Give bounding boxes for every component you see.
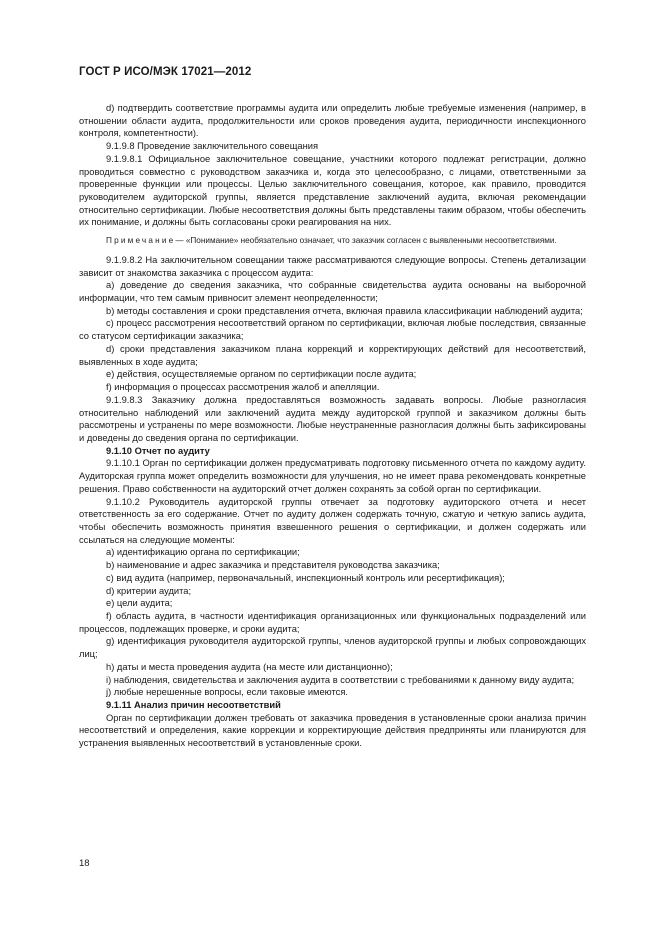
list-item: e) действия, осуществляемые органом по сертификации после аудита; [106, 369, 417, 380]
list-item: d) сроки представления заказчиком плана коррекций и корректирующих действий для несоответствий, выявленных в ходе аудита; [79, 343, 586, 367]
list-item: f) область аудита, в частности идентификация организационных или функциональных подразделений или процессов, подлежащих проверке, и сроки аудита; [79, 611, 586, 634]
list-item: а) доведение до сведения заказчика, что собранные свидетельства аудита основаны на выборочной информации, что тем самым привносит элемент неопределенности; [79, 280, 586, 304]
document-body [79, 102, 586, 750]
list-item: b) методы составления и сроки представления отчета, включая правила классификации наблюдений аудита; [106, 305, 583, 316]
paragraph: 9.1.9.8.1 Официальное заключительное совещание, участники которого подлежат регистрации, должно проводиться совместно с руководством заказчика и, когда это целесообразно, с лицами, ответственными за проверенные функции или процессы. Целью заключительного совещания, которое, как правило, проводится руководителем аудиторской группы, является представление заключений аудита, включая рекомендации относительно сертификации. Любые несоответствия должны быть представлены таким образом, чтобы обеспечить их понимание, и должны быть согласованы сроки реагирования на них. [79, 153, 586, 228]
list-item: c) процесс рассмотрения несоответствий органом по сертификации, включая любые последствия, связанные со статусом сертификации заказчика; [79, 318, 586, 342]
note-label: Примечание [106, 236, 176, 246]
page-number: 18 [79, 858, 90, 869]
paragraph: 9.1.9.8.3 Заказчику должна предоставляться возможность задавать вопросы. Любые разногласия относительно наблюдений или заключений аудита между аудиторской группой и заказчиком должны быть рассмотрены и устранены по мере возможности. Любые неустраненные разногласия должны быть зафиксированы и доведены до сведения органа по сертификации. [79, 394, 586, 443]
list-item: h) даты и места проведения аудита (на месте или дистанционно); [106, 661, 393, 672]
section-heading: 9.1.11 Анализ причин несоответствий [106, 700, 281, 711]
list-item: f) информация о процессах рассмотрения жалоб и апелляции. [106, 382, 380, 393]
note-text: — «Понимание» необязательно означает, что заказчик согласен с выявленными несоответствиями. [175, 236, 557, 246]
section-heading: 9.1.10 Отчет по аудиту [106, 445, 210, 456]
section-heading: 9.1.9.8 Проведение заключительного совещания [106, 141, 319, 152]
list-item: i) наблюдения, свидетельства и заключения аудита в соответствии с требованиями к данному виду аудита; [106, 674, 575, 685]
list-item: c) вид аудита (например, первоначальный, инспекционный контроль или ресертификация); [106, 572, 505, 583]
note [79, 235, 586, 247]
paragraph: d) подтвердить соответствие программы аудита или определить любые требуемые изменения (например, в отношении области аудита, продолжительности или сроков проведения аудита, периодичности инспекционного контроля, компетентности). [79, 103, 586, 139]
paragraph: 9.1.10.1 Орган по сертификации должен предусматривать подготовку письменного отчета по каждому аудиту. Аудиторская группа может определить возможности для улучшения, но не имеет права рекомендовать конкретные решения. Право собственности на аудиторский отчет должен сохранять за собой орган по сертификации. [79, 458, 586, 494]
paragraph: Орган по сертификации должен требовать от заказчика проведения в установленные сроки анализа причин несоответствий и определения, какие коррекции и корректирующие действия предприняты или планируются для устранения выявленных несоответствий в установленные сроки. [79, 712, 586, 749]
list-item: b) наименование и адрес заказчика и представителя руководства заказчика; [106, 560, 440, 571]
list-item: а) идентификацию органа по сертификации; [106, 547, 300, 558]
list-item: e) цели аудита; [106, 598, 173, 609]
list-item: g) идентификация руководителя аудиторской группы, членов аудиторской группы и любых сопровождающих лиц; [79, 636, 586, 660]
paragraph: 9.1.9.8.2 На заключительном совещании также рассматриваются следующие вопросы. Степень детализации зависит от знакомства заказчика с процессом аудита: [79, 254, 586, 278]
list-item: d) критерии аудита; [106, 585, 192, 596]
list-item: j) любые нерешенные вопросы, если таковые имеются. [106, 687, 348, 698]
paragraph: 9.1.10.2 Руководитель аудиторской группы отвечает за подготовку аудиторского отчета и несет ответственность за его содержание. Отчет по аудиту должен содержать точную, сжатую и четкую запись аудита, чтобы обеспечить возможность принятия взвешенного решения о сертификации, и должен содержать или ссылаться на следующие моменты: [79, 496, 586, 545]
document-header: ГОСТ Р ИСО/МЭК 17021—2012 [79, 66, 252, 78]
